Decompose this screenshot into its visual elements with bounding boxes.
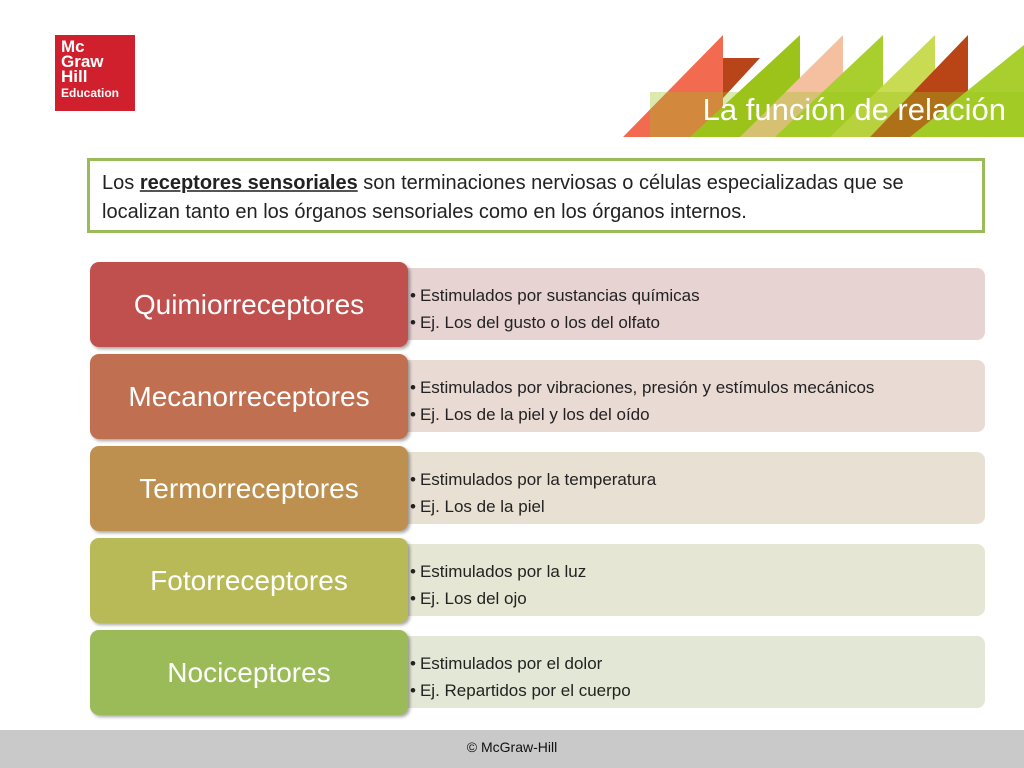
footer-copyright: © McGraw-Hill [0, 730, 1024, 768]
highlighted-term: receptores sensoriales [139, 172, 358, 194]
receptor-detail-item: • Ej. Los de la piel y los del oído [410, 401, 985, 428]
receptor-name: Termorreceptores [90, 446, 408, 531]
receptor-name: Fotorreceptores [90, 538, 408, 623]
slide-title: La función de relación [702, 92, 1006, 127]
receptor-row [90, 262, 985, 347]
receptor-detail-list [400, 636, 985, 704]
receptor-detail-list [400, 268, 985, 336]
receptor-detail-item: • Estimulados por la luz [410, 558, 985, 585]
receptor-name: Quimiorreceptores [90, 262, 408, 347]
mcgraw-hill-logo: Mc Graw Hill Education [55, 35, 135, 111]
receptor-row [90, 630, 985, 715]
receptor-detail-box [400, 268, 985, 340]
receptor-detail-item: • Estimulados por el dolor [410, 650, 985, 677]
receptor-detail-box [400, 452, 985, 524]
receptor-detail-item: • Ej. Los del gusto o los del olfato [410, 309, 985, 336]
receptor-detail-item: • Estimulados por la temperatura [410, 466, 985, 493]
receptor-detail-item: • Ej. Repartidos por el cuerpo [410, 677, 985, 704]
receptor-detail-list [400, 360, 985, 428]
receptor-name: Nociceptores [90, 630, 408, 715]
receptor-detail-item: • Ej. Los de la piel [410, 493, 985, 520]
receptor-detail-item: • Estimulados por vibraciones, presión y estímulos mecánicos [410, 374, 985, 401]
receptor-detail-list [400, 544, 985, 612]
intro-text-box: Los receptores sensoriales son terminaciones nerviosas o células especializadas que se localizan tanto en los órganos sensoriales como en los órganos internos. [87, 158, 985, 233]
receptor-name: Mecanorreceptores [90, 354, 408, 439]
receptor-detail-list [400, 452, 985, 520]
receptor-detail-box [400, 636, 985, 708]
receptor-detail-item: • Estimulados por sustancias químicas [410, 282, 985, 309]
receptor-detail-box [400, 360, 985, 432]
receptor-detail-box [400, 544, 985, 616]
receptor-row [90, 538, 985, 623]
receptor-detail-item: • Ej. Los del ojo [410, 585, 985, 612]
receptor-row [90, 354, 985, 439]
receptor-row [90, 446, 985, 531]
